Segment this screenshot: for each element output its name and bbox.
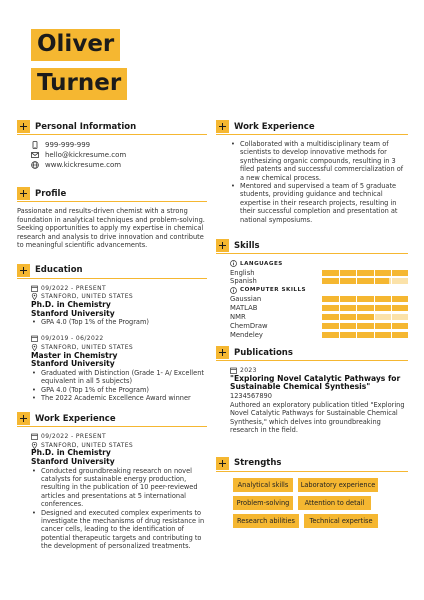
website-text[interactable]: www.kickresume.com — [45, 161, 122, 169]
skill-level-divider — [391, 332, 392, 338]
list-item: • The 2022 Academic Excellence Award winner — [31, 394, 207, 402]
envelope-icon — [31, 151, 39, 159]
skill-level-divider — [339, 332, 340, 338]
skill-level-divider — [391, 278, 392, 284]
plus-icon — [216, 239, 229, 252]
skill-level-divider — [391, 270, 392, 276]
skill-level-bar — [322, 278, 408, 284]
skill-level-divider — [374, 332, 375, 338]
skill-category-languages: LANGUAGES — [230, 259, 408, 268]
education-entry — [17, 335, 207, 403]
skill-level-divider — [356, 332, 357, 338]
info-icon — [230, 260, 237, 267]
profile-text: Passionate and results-driven chemist with a strong foundation in analytical techniques and problem-solving. Seeking opportunities to apply my expertise in chemical research and analysis to drive innovation and contribute to meaningful scientific advancements. — [17, 207, 205, 250]
section-work-experience-continued — [216, 119, 408, 135]
skill-level-divider — [374, 278, 375, 284]
publication-year: 2023 — [230, 366, 408, 375]
skill-level-divider — [356, 270, 357, 276]
strength-badge: Attention to detail — [298, 496, 371, 510]
skill-level-divider — [339, 323, 340, 329]
skill-level-bar — [322, 332, 408, 338]
organization-name: Stanford University — [31, 456, 115, 466]
skill-name: Mendeley — [230, 330, 263, 339]
skill-level-divider — [374, 314, 375, 320]
calendar-icon — [31, 335, 38, 342]
education-bullets — [31, 318, 207, 326]
skill-level-bar — [322, 296, 408, 302]
education-entry — [17, 284, 207, 327]
skill-row — [230, 295, 408, 304]
strength-badge: Research abilities — [233, 514, 299, 528]
calendar-icon — [31, 433, 38, 440]
skill-row — [230, 277, 408, 286]
skill-level-fill — [322, 314, 374, 320]
phone-text: 999-999-999 — [45, 141, 91, 149]
plus-icon — [17, 264, 30, 277]
school-name: Stanford University — [31, 308, 115, 318]
list-item: • GPA 4.0 (Top 1% of the Program) — [31, 386, 207, 394]
skill-level-divider — [391, 323, 392, 329]
contact-email — [31, 150, 207, 160]
section-work-experience — [17, 411, 207, 427]
list-item: • Graduated with Distinction (Grade 1- A/ Excellent equivalent in all 5 subjects) — [31, 369, 207, 386]
skill-name: English — [230, 268, 255, 277]
plus-icon — [17, 187, 30, 200]
strength-badge: Problem-solving — [233, 496, 293, 510]
skill-name: ChemDraw — [230, 321, 268, 330]
info-icon — [230, 287, 237, 294]
section-profile — [17, 186, 207, 202]
skill-row — [230, 330, 408, 339]
entry-date: 09/2019 - 06/2022 — [31, 335, 207, 344]
section-title: Personal Information — [35, 121, 137, 132]
skill-level-divider — [391, 314, 392, 320]
plus-icon — [216, 346, 229, 359]
section-title: Strengths — [234, 458, 282, 469]
strengths-list — [233, 478, 383, 528]
skill-level-divider — [356, 305, 357, 311]
skill-level-divider — [339, 314, 340, 320]
entry-location: STANFORD, UNITED STATES — [31, 292, 207, 301]
skill-level-bar — [322, 305, 408, 311]
skill-level-fill — [322, 270, 408, 276]
skill-level-divider — [374, 305, 375, 311]
calendar-icon — [230, 367, 237, 374]
calendar-icon — [31, 285, 38, 292]
skill-level-divider — [374, 323, 375, 329]
list-item: • Designed and executed complex experiments to investigate the mechanisms of drug resistance in cancer cells, leading to the identification of potential therapeutic targets and contributing to the development of personalized treatments. — [31, 509, 207, 551]
skill-level-divider — [339, 270, 340, 276]
school-name: Stanford University — [31, 359, 115, 369]
strength-badge: Technical expertise — [304, 514, 378, 528]
section-title: Education — [35, 265, 83, 276]
right-column — [216, 119, 408, 528]
section-education — [17, 263, 207, 279]
skill-level-divider — [356, 278, 357, 284]
plus-icon — [216, 457, 229, 470]
skill-name: MATLAB — [230, 304, 258, 313]
skill-category-computer: COMPUTER SKILLS — [230, 286, 408, 295]
list-item: • GPA 4.0 (Top 1% of the Program) — [31, 318, 207, 326]
skill-level-divider — [356, 323, 357, 329]
section-publications — [216, 345, 408, 361]
skill-level-divider — [339, 278, 340, 284]
skill-name: NMR — [230, 313, 246, 322]
first-name: Oliver — [31, 29, 120, 61]
degree-title: Master in Chemistry — [31, 350, 118, 360]
strength-badge: Analytical skills — [233, 478, 293, 492]
skill-level-divider — [339, 305, 340, 311]
entry-date: 09/2022 - PRESENT — [31, 432, 207, 441]
skill-row — [230, 313, 408, 322]
work-bullets — [31, 467, 207, 551]
skill-name: Spanish — [230, 277, 257, 286]
skill-row — [230, 304, 408, 313]
languages-list — [216, 268, 408, 286]
entry-date: 09/2022 - PRESENT — [31, 284, 207, 293]
skill-level-fill — [322, 305, 408, 311]
entry-location: STANFORD, UNITED STATES — [31, 343, 207, 352]
section-title: Publications — [234, 347, 293, 358]
skill-row — [230, 268, 408, 277]
skill-level-divider — [374, 270, 375, 276]
list-item: • Collaborated with a multidisciplinary team of scientists to develop innovative methods for synthesizing organic compounds, resulting in 3 filed patents and successful commercialization of a new chemical process. — [230, 140, 408, 182]
work-bullets — [230, 140, 408, 224]
skill-level-divider — [391, 305, 392, 311]
skill-level-fill — [322, 296, 408, 302]
job-title: Ph.D. in Chemistry — [31, 448, 111, 458]
skill-level-fill — [322, 323, 408, 329]
skill-level-bar — [322, 270, 408, 276]
skill-level-bar — [322, 323, 408, 329]
skill-name: Gaussian — [230, 295, 262, 304]
list-item: • Conducted groundbreaking research on novel catalysts for sustainable energy production, resulting in the publication of 10 peer-reviewed articles and presentations at 5 international conferences. — [31, 467, 207, 509]
last-name: Turner — [31, 68, 127, 100]
section-title: Skills — [234, 240, 260, 251]
section-title: Work Experience — [234, 121, 315, 132]
degree-title: Ph.D. in Chemistry — [31, 299, 111, 309]
education-bullets — [31, 369, 207, 403]
plus-icon — [17, 120, 30, 133]
skill-level-bar — [322, 314, 408, 320]
list-item: • Mentored and supervised a team of 5 graduate students, providing guidance and technical expertise in their research projects, resulting in their successful completion and presentation at national symposiums. — [230, 182, 408, 224]
publication-description: Authored an exploratory publication titled "Exploring Novel Catalytic Pathways for Sustainable Chemical Synthesis," which delves into groundbreaking research in the field. — [230, 400, 405, 435]
skill-level-divider — [356, 314, 357, 320]
contact-website — [31, 160, 207, 170]
email-text[interactable]: hello@kickresume.com — [45, 151, 127, 159]
section-strengths — [216, 456, 408, 472]
plus-icon — [17, 412, 30, 425]
plus-icon — [216, 120, 229, 133]
section-title: Work Experience — [35, 413, 116, 424]
publication-id: 1234567890 — [230, 391, 272, 400]
strength-badge: Laboratory experience — [298, 478, 378, 492]
contact-phone — [31, 140, 207, 150]
section-skills — [216, 238, 408, 254]
phone-icon — [31, 141, 39, 149]
section-personal-information — [17, 119, 207, 135]
skill-level-divider — [391, 296, 392, 302]
computer-skills-list — [216, 295, 408, 339]
section-title: Profile — [35, 188, 67, 199]
skill-row — [230, 322, 408, 331]
entry-location: STANFORD, UNITED STATES — [31, 441, 207, 450]
publication-title: "Exploring Novel Catalytic Pathways for Sustainable Chemical Synthesis" — [230, 373, 401, 392]
globe-icon — [31, 161, 39, 169]
skill-level-divider — [356, 296, 357, 302]
left-column — [17, 119, 207, 551]
skill-level-divider — [339, 296, 340, 302]
skill-level-divider — [374, 296, 375, 302]
location-pin-icon — [31, 344, 38, 351]
skill-level-fill — [322, 332, 408, 338]
